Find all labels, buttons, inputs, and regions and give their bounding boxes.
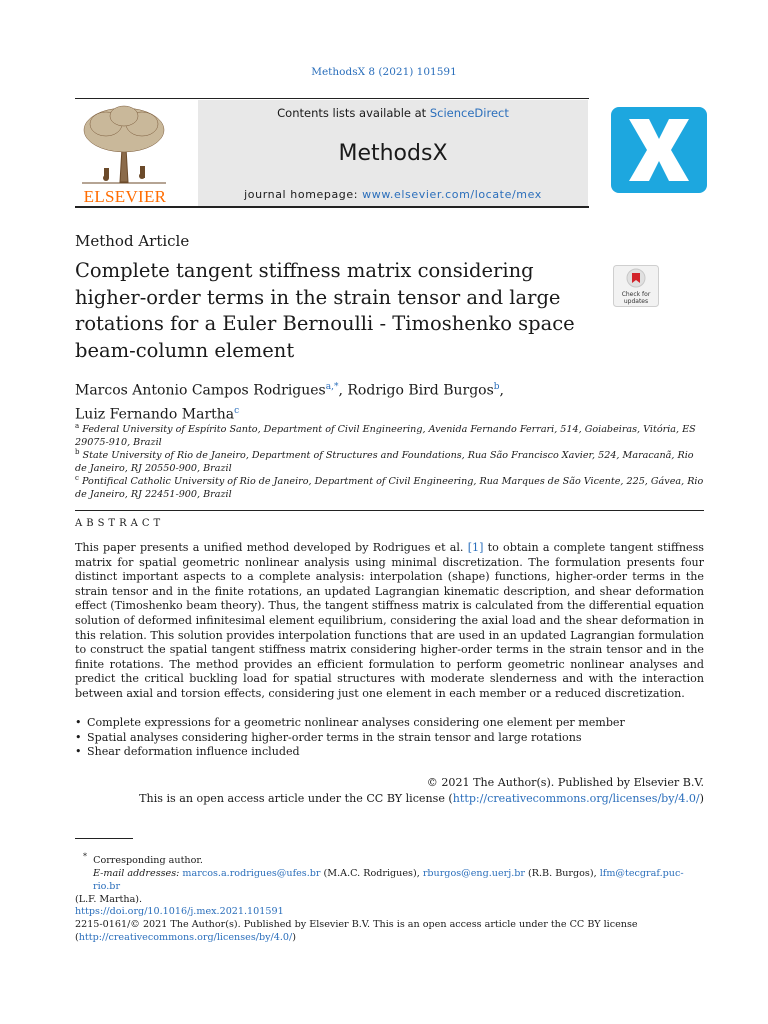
license-suffix: ) [699,792,704,805]
copyright-line: © 2021 The Author(s). Published by Elsevier B.V. [426,776,704,789]
email-owner-last: (L.F. Martha). [75,894,143,906]
corresponding-text: Corresponding author. [93,855,203,867]
affiliation-marker: a [75,422,80,430]
abstract-text-part: This paper presents a unified method developed by Rodrigues et al. [75,541,468,554]
sciencedirect-link[interactable]: ScienceDirect [429,106,509,120]
elsevier-tree-logo [76,104,172,184]
affiliation-text: Federal University of Espírito Santo, Department of Civil Engineering, Avenida Fernando Ferrari, 514, Goiabeiras, Vitória, ES 29075-910, Brazil [75,424,696,449]
elsevier-wordmark: ELSEVIER [83,187,167,206]
header-top-rule [75,98,589,99]
check-for-updates-icon[interactable] [613,265,659,307]
affiliation-text: State University of Rio de Janeiro, Department of Structures and Foundations, Rua São Francisco Xavier, 524, Maracanã, Rio de Janeiro, RJ 20550-900, Brazil [75,450,694,475]
author-name: Luiz Fernando Martha [75,406,235,423]
highlight-item: • Shear deformation influence included [75,745,704,760]
corresponding-author-note [75,850,704,867]
abstract-text-part: to obtain a complete tangent stiffness matrix for spatial geometric nonlinear analysis using minimal discretization. The formulation presents four distinct important aspects to a complete analysis: interpolation (shape) functions, higher-order terms in the strain tensor and in the finite rotations, an updated Lagrangian kinematic description, and shear deformation effect (Timoshenko beam theory). Thus, the tangent stiffness matrix is calculated from the differential equation solution of deformed infinitesimal element equilibrium, considering the axial load and the shear deformation in this relation. This solution provides interpolation functions that are used in an updated Lagrangian formulation to construct the spatial tangent stiffness matrix considering higher-order terms in the strain tensor and in the finite rotations. The method provides an efficient formulation to perform geometric nonlinear analyses and predict the critical buckling load for spatial structures with moderate slenderness and with the interaction between axial and torsion effects, considering just one element in each member or a reduced discretization. [75,541,704,700]
affiliation [75,446,705,475]
abstract-heading: ABSTRACT [75,518,165,529]
license-prefix: This is an open access article under the CC BY license ( [139,792,453,805]
doi-block [75,905,704,944]
author-separator: , [499,382,504,399]
author-affiliation-marker[interactable]: b [493,382,500,392]
footnote-rule [75,838,133,839]
journal-title: MethodsX [338,141,448,166]
issn-line: 2215-0161/© 2021 The Author(s). Published by Elsevier B.V. This is an open access article under the CC BY license [75,919,638,930]
highlights-list [75,716,704,760]
author-name: Marcos Antonio Campos Rodrigues [75,382,326,399]
author-separator: , [338,382,348,399]
license-link[interactable]: http://creativecommons.org/licenses/by/4.0/ [452,792,700,805]
highlight-item: • Spatial analyses considering higher-order terms in the strain tensor and large rotations [75,731,704,746]
homepage-link[interactable]: www.elsevier.com/locate/mex [362,188,542,201]
author-list [75,377,504,424]
journal-citation[interactable]: MethodsX 8 (2021) 101591 [311,66,457,78]
affiliation [75,472,705,501]
contents-prefix: Contents lists available at [277,106,430,120]
reference-link[interactable]: [1] [467,541,484,554]
email-link[interactable]: rburgos@eng.uerj.br [422,868,525,880]
affiliation [75,420,705,449]
journal-homepage [198,188,588,201]
license-footer-link[interactable]: http://creativecommons.org/licenses/by/4.0/ [78,932,293,943]
author-name: Rodrigo Bird Burgos [347,382,494,399]
abstract-text [75,541,704,702]
section-divider [75,510,704,511]
contents-line [198,106,588,120]
article-title: Complete tangent stiffness matrix considering higher-order terms in the strain tensor and large rotations for a Euler Bernoulli - Timoshenko space beam-column element [75,259,575,362]
affiliation-text: Pontifical Catholic University of Rio de Janeiro, Department of Civil Engineering, Rua Marques de São Vicente, 225, Gávea, Rio de Janeiro, RJ 22451-900, Brazil [75,476,704,501]
email-owner: (R.B. Burgos), [524,868,600,880]
homepage-prefix: journal homepage: [244,188,363,201]
corresponding-marker: * [83,852,87,861]
crossmark-line2: updates [623,298,649,305]
doi-link[interactable]: https://doi.org/10.1016/j.mex.2021.101591 [75,906,284,917]
highlight-item: • Complete expressions for a geometric nonlinear analyses considering one element per member [75,716,704,731]
license-line [75,791,704,807]
affiliation-marker: b [75,448,80,456]
email-link[interactable]: lfm@tecgraf.puc-rio.br [93,868,684,893]
email-owner: (M.A.C. Rodrigues), [320,868,423,880]
footnotes [75,850,704,906]
author-affiliation-marker[interactable]: c [234,405,240,416]
crossmark-line1: Check for [621,291,651,298]
email-link[interactable]: marcos.a.rodrigues@ufes.br [182,868,321,880]
author-affiliation-marker[interactable]: a,* [325,382,339,392]
methodsx-x-logo[interactable] [611,107,707,193]
email-line [75,867,704,893]
affiliation-marker: c [75,474,79,482]
license-footer: (http://creativecommons.org/licenses/by/4.0/) [75,932,297,943]
article-type: Method Article [75,232,190,250]
copyright-block [75,775,704,807]
email-label: E-mail addresses: [93,868,183,880]
